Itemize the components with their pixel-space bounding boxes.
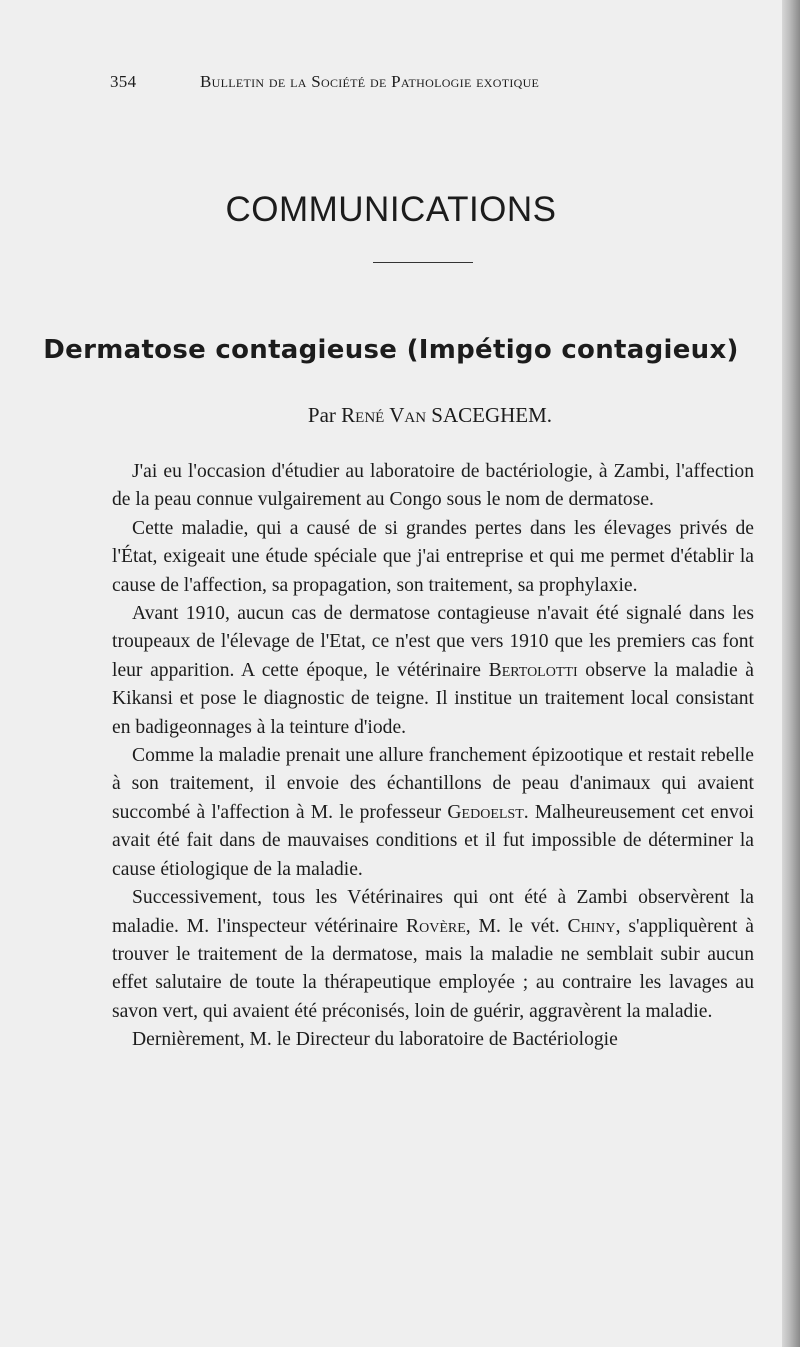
paragraph-5-text-a: Successivement, tous les Vétérinaires qui ont été à Zambi observèrent la maladie. M. l'inspecteur vétérinaire [112,887,754,937]
paragraph-2: Cette maladie, qui a causé de si grandes pertes dans les élevages privés de l'État, exigeait une étude spéciale que j'ai entreprise et qui me permet d'établir la cause de l'affection, sa propagation, son traitement, sa prophylaxie. [112,517,754,596]
article-title: Dermatose contagieuse (Impétigo contagieux) [43,335,739,365]
person-name-chiny: Chiny [567,915,616,937]
page-edge-shadow [782,0,800,1347]
author-first-name: René Van [341,403,427,427]
paragraph-4 [112,742,754,884]
byline [0,403,800,428]
paragraph-5 [112,884,754,1026]
author-last-name: SACEGHEM. [431,403,553,427]
person-name-bertolotti: Bertolotti [488,659,578,681]
paragraph-5-text-b: , M. le vét. [465,915,560,937]
running-title: Bulletin de la Société de Pathologie exotique [200,72,540,91]
person-name-gedoelst: Gedoelst [447,801,524,823]
paragraph-4-text-a: Comme la maladie prenait une allure franchement épizootique et restait rebelle à son traitement, il envoie des échantillons de peau d'animaux qui avaient succombé à l'affection à M. le professeur [112,745,754,823]
paragraph-3-text-b: observe la maladie à Kikansi et pose le diagnostic de teigne. Il institue un traitement local consistant en badigeonnages à la teinture d'iode. [112,659,754,738]
person-name-rovere: Rovère [406,915,466,937]
byline-prefix: Par [307,403,336,427]
page-number: 354 [110,72,137,91]
paragraph-1: J'ai eu l'occasion d'étudier au laboratoire de bactériologie, à Zambi, l'affection de la peau connue vulgairement au Congo sous le nom de dermatose. [112,461,754,511]
paragraph-6: Dernièrement, M. le Directeur du laboratoire de Bactériologie [132,1029,618,1051]
section-title: COMMUNICATIONS [225,190,557,229]
article-body [112,458,754,1055]
paragraph-3-text-a: Avant 1910, aucun cas de dermatose contagieuse n'avait été signalé dans les troupeaux de l'élevage de l'Etat, ce n'est que vers 1910 que les premiers cas font leur apparition. A cette époque, le vétérinaire [112,603,754,681]
paragraph-4-text-b: . Malheureusement cet envoi avait été fait dans de mauvaises conditions et il fut impossible de déterminer la cause étiologique de la maladie. [112,801,754,880]
title-divider [373,262,473,263]
paragraph-5-text-c: , s'appliquèrent à trouver le traitement de la dermatose, mais la maladie ne semblait subir aucun effet salutaire de toute la thérapeutique employée ; au contraire les lavages au savon vert, qui avaient été préconisés, loin de guérir, aggravèrent la maladie. [112,915,755,1022]
paragraph-3 [112,600,754,742]
